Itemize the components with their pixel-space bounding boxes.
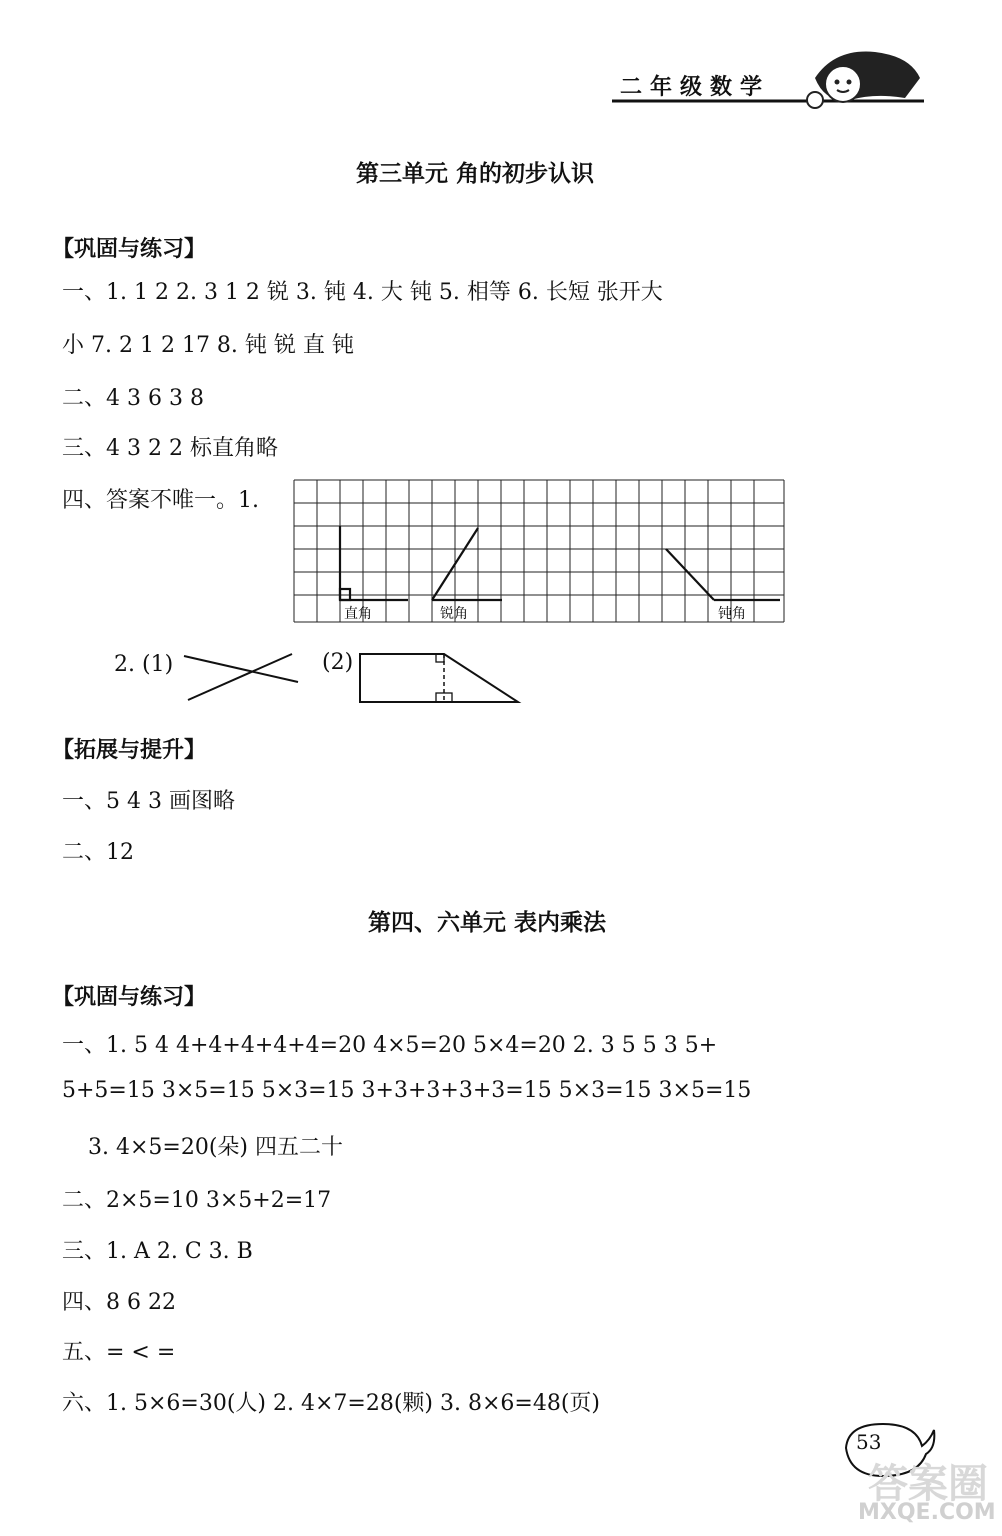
unit3-extend-2: 二、12 xyxy=(62,840,134,865)
angle-grid-figure xyxy=(290,476,788,628)
page-number: 53 xyxy=(856,1430,882,1454)
watermark-url: MXQE.COM xyxy=(858,1500,996,1525)
watermark-logo-text: 答案圈 xyxy=(868,1461,988,1507)
unit3-answer-1: 一、1. 1 2 2. 3 1 2 锐 3. 钝 4. 大 钝 5. 相等 6. 长短 张开大 xyxy=(62,280,663,305)
unit46-answer-1c: 3. 4×5=20(朵) 四五二十 xyxy=(88,1135,343,1160)
unit46-answer-1b: 5+5=15 3×5=15 5×3=15 3+3+3+3+3=15 5×3=15 3×5=15 xyxy=(62,1078,752,1103)
unit46-consolidate-heading: 【巩固与练习】 xyxy=(52,984,207,1010)
unit3-answer-4: 四、答案不唯一。1. xyxy=(62,488,259,513)
q2-part2-label: (2) xyxy=(322,650,354,675)
grid-label-obtuse: 钝角 xyxy=(718,606,746,622)
header-title: 二年级数学 xyxy=(620,74,771,100)
mascot-icon xyxy=(795,38,925,118)
unit3-extend-heading: 【拓展与提升】 xyxy=(52,737,207,763)
unit46-answer-2: 二、2×5=10 3×5+2=17 xyxy=(62,1188,332,1213)
unit46-answer-1: 一、1. 5 4 4+4+4+4+4=20 4×5=20 5×4=20 2. 3 5 5 3 5+ xyxy=(62,1033,718,1058)
unit3-extend-1: 一、5 4 3 画图略 xyxy=(62,789,235,814)
grid-label-right: 直角 xyxy=(344,606,372,622)
unit3-answer-3: 三、4 3 2 2 标直角略 xyxy=(62,436,278,461)
unit46-answer-4: 四、8 6 22 xyxy=(62,1290,176,1315)
unit46-answer-5: 五、= < = xyxy=(62,1340,176,1365)
q2-label: 2. (1) xyxy=(114,652,174,677)
unit46-answer-6: 六、1. 5×6=30(人) 2. 4×7=28(颗) 3. 8×6=48(页) xyxy=(62,1391,601,1416)
unit46-answer-3: 三、1. A 2. C 3. B xyxy=(62,1239,253,1264)
unit3-title: 第三单元 角的初步认识 xyxy=(356,160,595,187)
trapezoid-figure xyxy=(356,648,522,706)
crossing-lines-figure xyxy=(180,648,305,708)
unit46-title: 第四、六单元 表内乘法 xyxy=(368,909,607,936)
unit3-answer-2: 二、4 3 6 3 8 xyxy=(62,386,204,411)
unit3-consolidate-heading: 【巩固与练习】 xyxy=(52,236,207,262)
grid-label-acute: 锐角 xyxy=(440,606,468,622)
unit3-answer-1b: 小 7. 2 1 2 17 8. 钝 锐 直 钝 xyxy=(62,333,354,358)
